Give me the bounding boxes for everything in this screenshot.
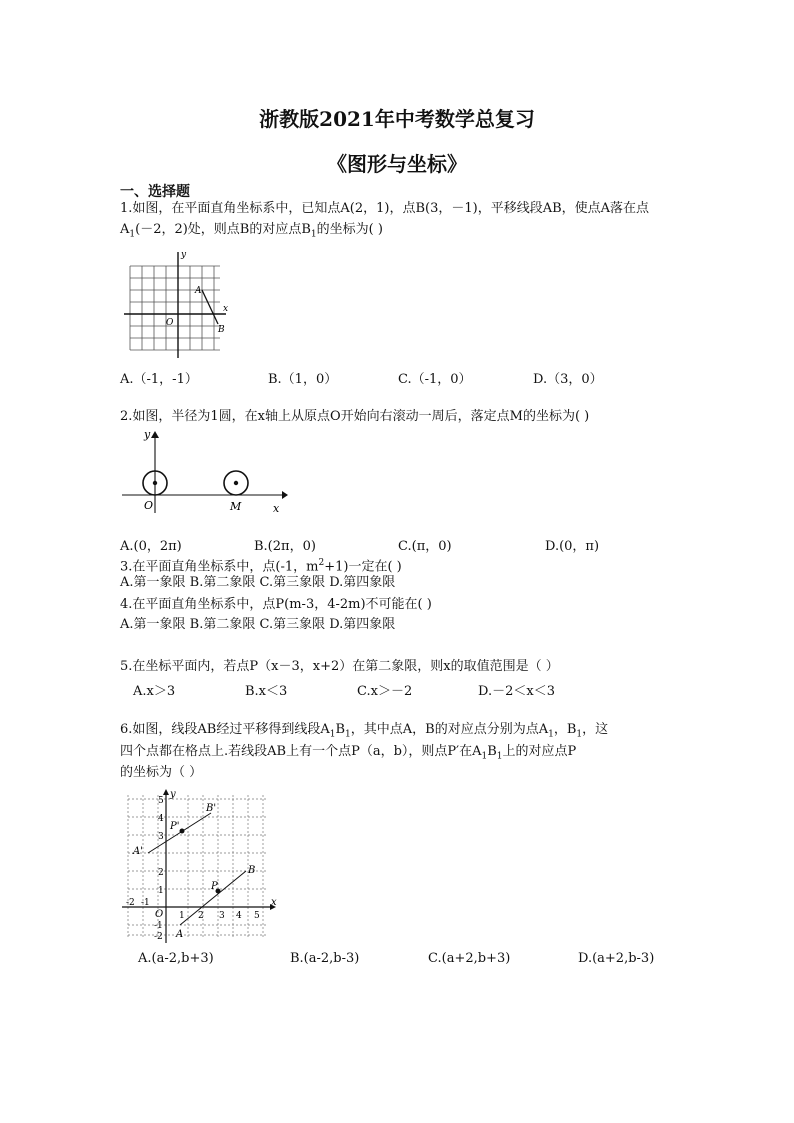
q6-option-b: B.(a-2,b-3) (290, 951, 360, 966)
q6-label-x: x (271, 897, 277, 908)
document-subtitle: 《图形与坐标》 (327, 152, 467, 176)
q2-option-d: D.(0，π) (545, 539, 600, 554)
q3-text-post: +1)一定在( ) (324, 559, 402, 575)
q6-l1-sub2: 1 (345, 729, 351, 740)
q6-ytick: -1 (154, 921, 163, 931)
q1-label-b: B (218, 325, 225, 335)
q3-text-pre: 3.在平面直角坐标系中，点(-1，m (120, 559, 319, 575)
q6-text-line1 (120, 721, 608, 744)
q6-ytick: 2 (158, 868, 164, 878)
q1-grid (130, 266, 220, 350)
q1-segment-ab (202, 290, 218, 324)
q6-l2-pre: 四个点都在格点上.若线段AB上有一个点P（a，b），则点P′在A (120, 744, 482, 759)
q2-label-origin: O (144, 499, 154, 512)
q2-label-x: x (273, 502, 280, 515)
q1-label-a: A (195, 286, 202, 296)
q6-xtick: 2 (198, 911, 204, 921)
q6-x-ticks (126, 898, 260, 921)
q2-label-m: M (230, 500, 242, 513)
q6-text-line3: 的坐标为（ ） (120, 765, 203, 780)
q5-option-d: D.－2＜x＜3 (478, 684, 555, 699)
q6-l1-end: ，这 (582, 722, 609, 737)
q6-ytick: 3 (158, 832, 164, 842)
q6-option-a: A.(a-2,b+3) (138, 951, 214, 966)
q2-center-start (153, 481, 157, 485)
q2-figure (120, 428, 290, 516)
q2-center-end (234, 481, 238, 485)
q6-xtick: 4 (236, 911, 242, 921)
q2-text: 2.如图，半径为1圆，在x轴上从原点O开始向右滚动一周后，落定点M的坐标为( ) (120, 409, 590, 424)
q6-ytick: -2 (154, 932, 163, 942)
q1-sub-1: 1 (129, 229, 136, 240)
q2-y-arrow (151, 431, 159, 438)
q6-label-p1: P' (170, 821, 180, 832)
q1-text-line2 (120, 221, 383, 244)
q6-l2-sub2: 1 (496, 751, 503, 762)
q5-text: 5.在坐标平面内，若点P（x－3，x+2）在第二象限，则x的取值范围是（ ） (120, 659, 559, 674)
q2-option-c: C.(π，0) (398, 539, 452, 554)
q1-label-x: x (223, 304, 229, 314)
q5-option-b: B.x＜3 (245, 684, 288, 699)
q1-sub-2: 1 (310, 229, 317, 240)
q6-ytick: 5 (158, 796, 164, 806)
q1-option-a: A.（-1，-1） (120, 372, 198, 387)
q6-l1-sub3: 1 (548, 729, 554, 740)
q1-option-d: D.（3，0） (533, 372, 603, 387)
q6-y-arrow (163, 789, 169, 795)
q1-label-origin: O (166, 318, 174, 328)
q1-option-c: C.（-1，0） (398, 372, 472, 387)
q6-label-y: y (170, 789, 176, 800)
q1-label-y: y (181, 250, 187, 260)
q6-l1-mid2: ，B (553, 722, 577, 737)
q2-x-arrow (282, 491, 288, 499)
q3-sup: 2 (318, 558, 325, 568)
q6-ytick: 4 (158, 814, 164, 824)
q1-figure (120, 248, 230, 360)
q6-y-ticks (154, 796, 164, 942)
q1-text-line1: 1.如图，在平面直角坐标系中，已知点A(2，1)，点B(3，－1)，平移线段AB，使点A落在点 (120, 201, 650, 216)
q6-l1-mid: B (335, 722, 346, 737)
q6-l1-post: ，其中点A，B的对应点分别为点A (350, 722, 549, 737)
q5-option-c: C.x＞－2 (357, 684, 413, 699)
q6-xtick: -2 (126, 898, 135, 908)
q6-l2-post: 上的对应点P (502, 744, 577, 759)
q2-option-a: A.(0，2π) (120, 539, 182, 554)
q6-label-a1: A' (133, 846, 143, 857)
q6-option-c: C.(a+2,b+3) (428, 951, 511, 966)
q6-l1-sub1: 1 (329, 729, 336, 740)
q1-text-mid: (－2，2)处，则点B的对应点B (135, 222, 311, 237)
q4-text: 4.在平面直角坐标系中，点P(m-3，4-2m)不可能在( ) (120, 597, 432, 612)
q6-xtick: 5 (254, 911, 260, 921)
q6-figure (118, 787, 280, 947)
q6-xtick: -1 (141, 898, 150, 908)
q2-option-b: B.(2π，0) (254, 539, 316, 554)
q6-text-line2 (120, 743, 576, 766)
q6-l2-sub1: 1 (481, 751, 488, 762)
q1-text-a: A (120, 222, 130, 237)
q6-label-p: P (211, 881, 218, 892)
q6-l1-pre: 6.如图，线段AB经过平移得到线段A (120, 722, 330, 737)
q5-option-a: A.x＞3 (133, 684, 176, 699)
q3-text (120, 554, 402, 576)
q6-label-origin: O (155, 909, 164, 920)
q2-label-y: y (144, 428, 151, 441)
q4-options: A.第一象限 B.第二象限 C.第三象限 D.第四象限 (120, 617, 396, 632)
q1-text-post: 的坐标为( ) (316, 222, 383, 237)
q6-option-d: D.(a+2,b-3) (578, 951, 655, 966)
q6-xtick: 1 (179, 911, 185, 921)
q6-label-b: B (248, 865, 256, 876)
q6-ytick: 1 (158, 886, 164, 896)
q3-options: A.第一象限 B.第二象限 C.第三象限 D.第四象限 (120, 575, 396, 590)
document-title: 浙教版2021年中考数学总复习 (259, 107, 535, 131)
q6-l1-sub4: 1 (576, 729, 583, 740)
q1-option-b: B.（1，0） (268, 372, 338, 387)
q6-label-b1: B' (206, 803, 217, 814)
section-heading: 一、选择题 (120, 184, 190, 200)
q6-point-p1 (180, 829, 185, 834)
q6-l2-mid: B (487, 744, 497, 759)
q6-label-a: A (176, 929, 184, 940)
q6-xtick: 3 (219, 911, 225, 921)
